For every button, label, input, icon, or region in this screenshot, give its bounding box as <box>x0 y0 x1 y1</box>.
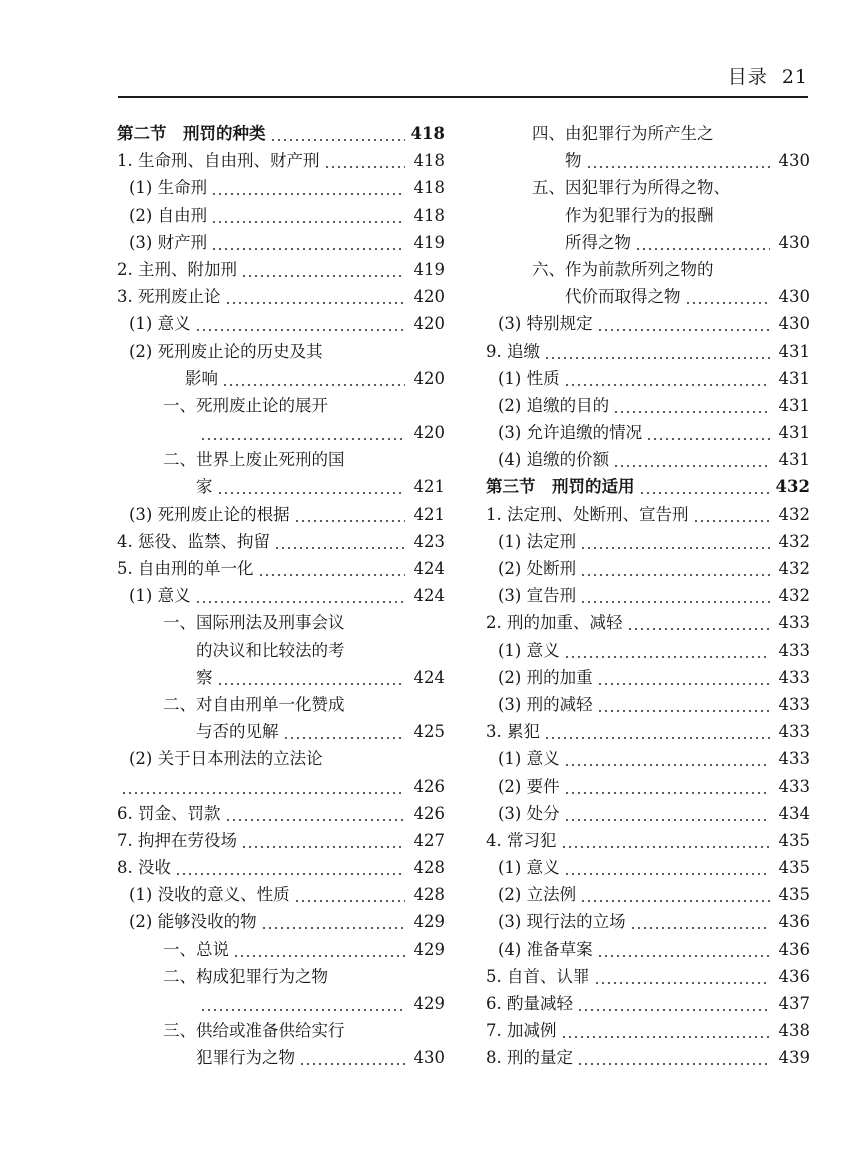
toc-leader-dots <box>580 555 770 582</box>
toc-entry-page: 436 <box>778 939 810 959</box>
toc-entry-label: (2) 追缴的目的 <box>498 395 610 415</box>
toc-entry-page: 433 <box>778 667 810 687</box>
toc-entry <box>117 990 445 1017</box>
toc-entry-label: (3) 财产刑 <box>129 232 208 252</box>
toc-entry <box>486 963 810 990</box>
toc-entry <box>117 800 445 827</box>
toc-leader-dots <box>200 419 405 446</box>
toc-leader-dots <box>564 800 770 827</box>
toc-entry-label: (3) 死刑废止论的根据 <box>129 504 290 524</box>
toc-entry-label: 1. 法定刑、处断刑、宣告刑 <box>486 504 689 524</box>
toc-leader-dots <box>586 147 771 174</box>
toc-leader-dots <box>200 990 405 1017</box>
toc-entry <box>117 501 445 528</box>
toc-leader-dots <box>222 365 405 392</box>
toc-entry <box>486 609 810 636</box>
toc-entry <box>486 1044 810 1071</box>
toc-entry <box>117 773 445 800</box>
toc-entry-page: 429 <box>413 912 445 932</box>
toc-entry-page: 436 <box>778 966 810 986</box>
toc-entry <box>486 120 810 147</box>
toc-entry <box>117 1017 445 1044</box>
toc-entry <box>117 202 445 229</box>
toc-left-column <box>117 120 445 1072</box>
toc-entry <box>117 745 445 772</box>
toc-leader-dots <box>544 718 770 745</box>
toc-entry <box>486 936 810 963</box>
toc-entry-label: (3) 特别规定 <box>498 314 593 334</box>
toc-leader-dots <box>121 773 405 800</box>
toc-leader-dots <box>217 473 406 500</box>
toc-leader-dots <box>195 582 405 609</box>
toc-leader-dots <box>175 854 405 881</box>
toc-entry-label: 所得之物 <box>565 232 631 252</box>
toc-entry-label: 6. 酌量减轻 <box>486 994 573 1013</box>
toc-entry-label: (1) 没收的意义、性质 <box>129 885 290 905</box>
toc-entry-page: 432 <box>778 559 810 578</box>
toc-entry-page: 431 <box>778 423 810 443</box>
toc-entry <box>486 691 810 718</box>
toc-entry-label: (2) 要件 <box>498 776 560 796</box>
toc-entry-label: 3. 死刑废止论 <box>117 287 221 307</box>
toc-entry-page: 424 <box>413 586 445 606</box>
toc-entry <box>486 908 810 935</box>
toc-entry <box>117 392 445 419</box>
toc-entry-label: 8. 没收 <box>117 858 171 878</box>
toc-entry-label: (1) 意义 <box>129 314 191 334</box>
toc-entry <box>486 392 810 419</box>
toc-entry <box>117 1044 445 1071</box>
toc-entry-page: 418 <box>410 124 445 143</box>
toc-leader-dots <box>258 555 406 582</box>
toc-entry-label: 一、总说 <box>163 939 229 959</box>
toc-entry <box>117 446 445 473</box>
header-title: 目录 <box>727 66 768 88</box>
toc-entry <box>117 827 445 854</box>
toc-entry-label: 作为犯罪行为的报酬 <box>565 205 714 225</box>
toc-entry <box>117 664 445 691</box>
toc-entry-page: 435 <box>778 830 810 850</box>
toc-entry <box>486 773 810 800</box>
toc-leader-dots <box>630 908 770 935</box>
toc-entry-page: 427 <box>413 830 445 850</box>
toc-entry <box>486 202 810 229</box>
toc-entry-label: (4) 准备草案 <box>498 939 593 959</box>
toc-leader-dots <box>627 609 771 636</box>
toc-entry <box>486 664 810 691</box>
toc-entry-label: 一、死刑废止论的展开 <box>163 395 328 415</box>
toc-entry-label: (3) 允许追缴的情况 <box>498 423 643 443</box>
toc-entry-page: 426 <box>413 803 445 823</box>
toc-entry-page: 438 <box>778 1021 810 1041</box>
toc-entry-page: 425 <box>413 722 445 742</box>
toc-entry-page: 426 <box>413 776 445 796</box>
toc-entry-label: 与否的见解 <box>196 722 279 742</box>
toc-entry-label: 7. 加减例 <box>486 1021 557 1041</box>
toc-entry <box>486 718 810 745</box>
toc-entry-page: 420 <box>413 368 445 388</box>
toc-entry-page: 419 <box>413 232 445 252</box>
toc-entry-page: 437 <box>778 994 810 1013</box>
toc-leader-dots <box>564 773 770 800</box>
toc-entry <box>117 174 445 201</box>
toc-entry <box>486 419 810 446</box>
toc-entry-label: (3) 处分 <box>498 803 560 823</box>
toc-entry <box>117 854 445 881</box>
toc-entry <box>486 555 810 582</box>
toc-leader-dots <box>693 501 771 528</box>
toc-entry-page: 430 <box>413 1048 445 1068</box>
toc-entry-page: 432 <box>778 504 810 524</box>
toc-entry-page: 424 <box>413 559 445 578</box>
toc-entry-page: 433 <box>778 613 810 633</box>
toc-entry <box>486 283 810 310</box>
toc-entry <box>486 147 810 174</box>
toc-entry-label: 三、供给或准备供给实行 <box>163 1021 345 1041</box>
toc-leader-dots <box>225 800 406 827</box>
toc-entry-label: 物 <box>565 151 582 171</box>
toc-entry <box>486 582 810 609</box>
toc-entry-page: 421 <box>413 477 445 497</box>
toc-entry-page: 431 <box>778 395 810 415</box>
toc-entry-label: 六、作为前款所列之物的 <box>532 259 714 279</box>
toc-leader-dots <box>294 501 405 528</box>
header-rule <box>118 96 808 98</box>
toc-entry <box>117 582 445 609</box>
toc-entry-page: 429 <box>413 939 445 959</box>
toc-entry <box>486 473 810 500</box>
toc-entry-page: 435 <box>778 858 810 878</box>
toc-entry-label: 9. 追缴 <box>486 341 540 361</box>
toc-entry-label: 二、世界上废止死刑的国 <box>163 450 345 470</box>
toc-entry-label: 4. 惩役、监禁、拘留 <box>117 531 270 551</box>
toc-entry <box>117 718 445 745</box>
toc-entry <box>117 473 445 500</box>
toc-leader-dots <box>594 963 771 990</box>
toc-entry <box>486 990 810 1017</box>
toc-entry-label: (4) 追缴的价额 <box>498 450 610 470</box>
toc-entry-page: 432 <box>775 477 810 497</box>
toc-entry-label: (1) 法定刑 <box>498 531 577 551</box>
toc-entry-label: (1) 意义 <box>498 749 560 769</box>
toc-entry <box>117 963 445 990</box>
toc-entry-label: 察 <box>196 667 213 687</box>
toc-entry-label: 犯罪行为之物 <box>196 1048 295 1068</box>
toc-leader-dots <box>613 392 770 419</box>
toc-entry <box>117 555 445 582</box>
toc-leader-dots <box>580 528 770 555</box>
toc-leader-dots <box>299 1044 405 1071</box>
toc-entry <box>486 229 810 256</box>
toc-entry-page: 432 <box>778 531 810 551</box>
toc-entry-label: 5. 自首、认罪 <box>486 966 590 986</box>
toc-entry <box>486 528 810 555</box>
toc-entry <box>486 745 810 772</box>
toc-entry-page: 429 <box>413 994 445 1013</box>
toc-entry <box>117 637 445 664</box>
toc-leader-dots <box>597 310 770 337</box>
toc-leader-dots <box>270 120 406 147</box>
toc-entry-page: 423 <box>413 531 445 551</box>
toc-entry-page: 430 <box>778 232 810 252</box>
toc-leader-dots <box>685 283 771 310</box>
toc-entry-label: 3. 累犯 <box>486 722 540 742</box>
toc-entry-page: 433 <box>778 640 810 660</box>
toc-entry-label: 8. 刑的量定 <box>486 1048 573 1068</box>
toc-leader-dots <box>544 338 770 365</box>
toc-leader-dots <box>261 908 405 935</box>
toc-leader-dots <box>324 147 406 174</box>
toc-entry-page: 421 <box>413 504 445 524</box>
toc-entry-label: (2) 立法例 <box>498 885 577 905</box>
toc-entry <box>486 310 810 337</box>
toc-leader-dots <box>577 990 770 1017</box>
toc-leader-dots <box>564 365 770 392</box>
toc-entry <box>486 881 810 908</box>
toc-entry <box>486 854 810 881</box>
toc-entry-label: 的决议和比较法的考 <box>196 640 345 660</box>
toc-leader-dots <box>225 283 406 310</box>
toc-entry-label: 2. 主刑、附加刑 <box>117 259 237 279</box>
toc-entry-label: (1) 性质 <box>498 368 560 388</box>
toc-entry-label: 6. 罚金、罚款 <box>117 803 221 823</box>
toc-right-column <box>486 120 810 1072</box>
toc-leader-dots <box>241 256 405 283</box>
toc-leader-dots <box>580 881 770 908</box>
toc-entry-page: 431 <box>778 341 810 361</box>
toc-leader-dots <box>597 664 770 691</box>
toc-entry <box>117 256 445 283</box>
toc-entry-label: (2) 死刑废止论的历史及其 <box>129 341 323 361</box>
toc-entry-label: (3) 现行法的立场 <box>498 912 626 932</box>
toc-leader-dots <box>561 827 771 854</box>
header-title-block <box>728 62 808 89</box>
toc-entry <box>117 528 445 555</box>
toc-leader-dots <box>646 419 770 446</box>
toc-leader-dots <box>211 202 405 229</box>
toc-entry-label: 5. 自由刑的单一化 <box>117 559 254 578</box>
toc-entry-page: 419 <box>413 259 445 279</box>
toc-entry-label: 7. 拘押在劳役场 <box>117 830 237 850</box>
toc-entry-label: (1) 意义 <box>129 586 191 606</box>
toc-entry <box>117 881 445 908</box>
toc-leader-dots <box>580 582 770 609</box>
toc-entry <box>486 174 810 201</box>
toc-entry <box>117 365 445 392</box>
toc-entry-page: 433 <box>778 749 810 769</box>
toc-entry-label: 第二节 刑罚的种类 <box>117 124 266 143</box>
toc-entry-page: 430 <box>778 314 810 334</box>
toc-leader-dots <box>613 446 770 473</box>
toc-entry-label: (2) 能够没收的物 <box>129 912 257 932</box>
toc-leader-dots <box>283 718 406 745</box>
toc-entry <box>117 338 445 365</box>
toc-leader-dots <box>241 827 405 854</box>
toc-entry-label: (1) 意义 <box>498 640 560 660</box>
header-page-number: 21 <box>781 66 808 88</box>
toc-entry-label: 4. 常习犯 <box>486 830 557 850</box>
toc-entry-label: 五、因犯罪行为所得之物、 <box>532 178 730 198</box>
toc-entry-page: 433 <box>778 776 810 796</box>
toc-entry <box>117 908 445 935</box>
toc-entry <box>117 147 445 174</box>
toc-entry <box>486 827 810 854</box>
toc-entry-page: 428 <box>413 885 445 905</box>
toc-entry-label: 二、对自由刑单一化赞成 <box>163 694 345 714</box>
toc-entry-label: 1. 生命刑、自由刑、财产刑 <box>117 151 320 171</box>
toc-entry-label: 二、构成犯罪行为之物 <box>163 966 328 986</box>
toc-entry-page: 420 <box>413 287 445 307</box>
toc-entry <box>117 283 445 310</box>
toc-leader-dots <box>577 1044 770 1071</box>
toc-leader-dots <box>597 691 770 718</box>
toc-leader-dots <box>564 745 770 772</box>
toc-entry-label: 一、国际刑法及刑事会议 <box>163 613 345 633</box>
toc-entry-label: 代价而取得之物 <box>565 287 681 307</box>
toc-entry <box>117 229 445 256</box>
toc-entry-page: 418 <box>413 205 445 225</box>
toc-entry-page: 436 <box>778 912 810 932</box>
toc-entry-page: 430 <box>778 287 810 307</box>
toc-entry <box>117 691 445 718</box>
toc-entry-page: 420 <box>413 423 445 443</box>
toc-entry-label: (2) 处断刑 <box>498 559 577 578</box>
toc-entry <box>117 936 445 963</box>
toc-entry-label: 影响 <box>185 368 218 388</box>
toc-leader-dots <box>274 528 405 555</box>
toc-entry-page: 433 <box>778 722 810 742</box>
toc-leader-dots <box>233 936 405 963</box>
toc-entry-label: (1) 生命刑 <box>129 178 208 198</box>
toc-leader-dots <box>217 664 406 691</box>
toc-entry-page: 428 <box>413 858 445 878</box>
toc-leader-dots <box>211 174 405 201</box>
toc-entry-page: 434 <box>778 803 810 823</box>
toc-entry <box>117 609 445 636</box>
toc-entry-page: 418 <box>413 151 445 171</box>
page-header <box>118 62 808 88</box>
toc-entry <box>486 446 810 473</box>
toc-entry <box>486 365 810 392</box>
toc-entry-page: 430 <box>778 151 810 171</box>
toc-entry <box>486 501 810 528</box>
toc-leader-dots <box>564 637 770 664</box>
toc-leader-dots <box>597 936 770 963</box>
toc-entry-page: 424 <box>413 667 445 687</box>
toc-leader-dots <box>635 229 770 256</box>
toc-leader-dots <box>561 1017 771 1044</box>
toc-entry-label: (2) 刑的加重 <box>498 667 593 687</box>
toc-entry <box>486 256 810 283</box>
toc-entry-page: 433 <box>778 694 810 714</box>
toc-entry-label: (3) 宣告刑 <box>498 586 577 606</box>
toc-entry <box>117 120 445 147</box>
toc-entry-page: 435 <box>778 885 810 905</box>
toc-leader-dots <box>195 310 405 337</box>
toc-entry-label: 2. 刑的加重、减轻 <box>486 613 623 633</box>
toc-entry <box>486 338 810 365</box>
toc-entry-label: (1) 意义 <box>498 858 560 878</box>
toc-entry-page: 420 <box>413 314 445 334</box>
toc-entry-label: 家 <box>196 477 213 497</box>
toc-entry <box>117 419 445 446</box>
toc-entry-label: (2) 关于日本刑法的立法论 <box>129 749 323 769</box>
toc-leader-dots <box>211 229 405 256</box>
toc-leader-dots <box>564 854 770 881</box>
toc-entry-page: 431 <box>778 368 810 388</box>
toc-entry <box>486 637 810 664</box>
toc-leader-dots <box>294 881 405 908</box>
toc-entry-label: 第三节 刑罚的适用 <box>486 477 635 497</box>
toc-entry-label: 四、由犯罪行为所产生之 <box>532 124 714 143</box>
toc-entry-label: (3) 刑的减轻 <box>498 694 593 714</box>
toc-entry-page: 431 <box>778 450 810 470</box>
toc-entry-page: 439 <box>778 1048 810 1068</box>
toc-entry <box>117 310 445 337</box>
toc-entry <box>486 1017 810 1044</box>
toc-entry-label: (2) 自由刑 <box>129 205 208 225</box>
toc-entry-page: 418 <box>413 178 445 198</box>
toc-entry <box>486 800 810 827</box>
toc-entry-page: 432 <box>778 586 810 606</box>
toc-leader-dots <box>639 473 771 500</box>
